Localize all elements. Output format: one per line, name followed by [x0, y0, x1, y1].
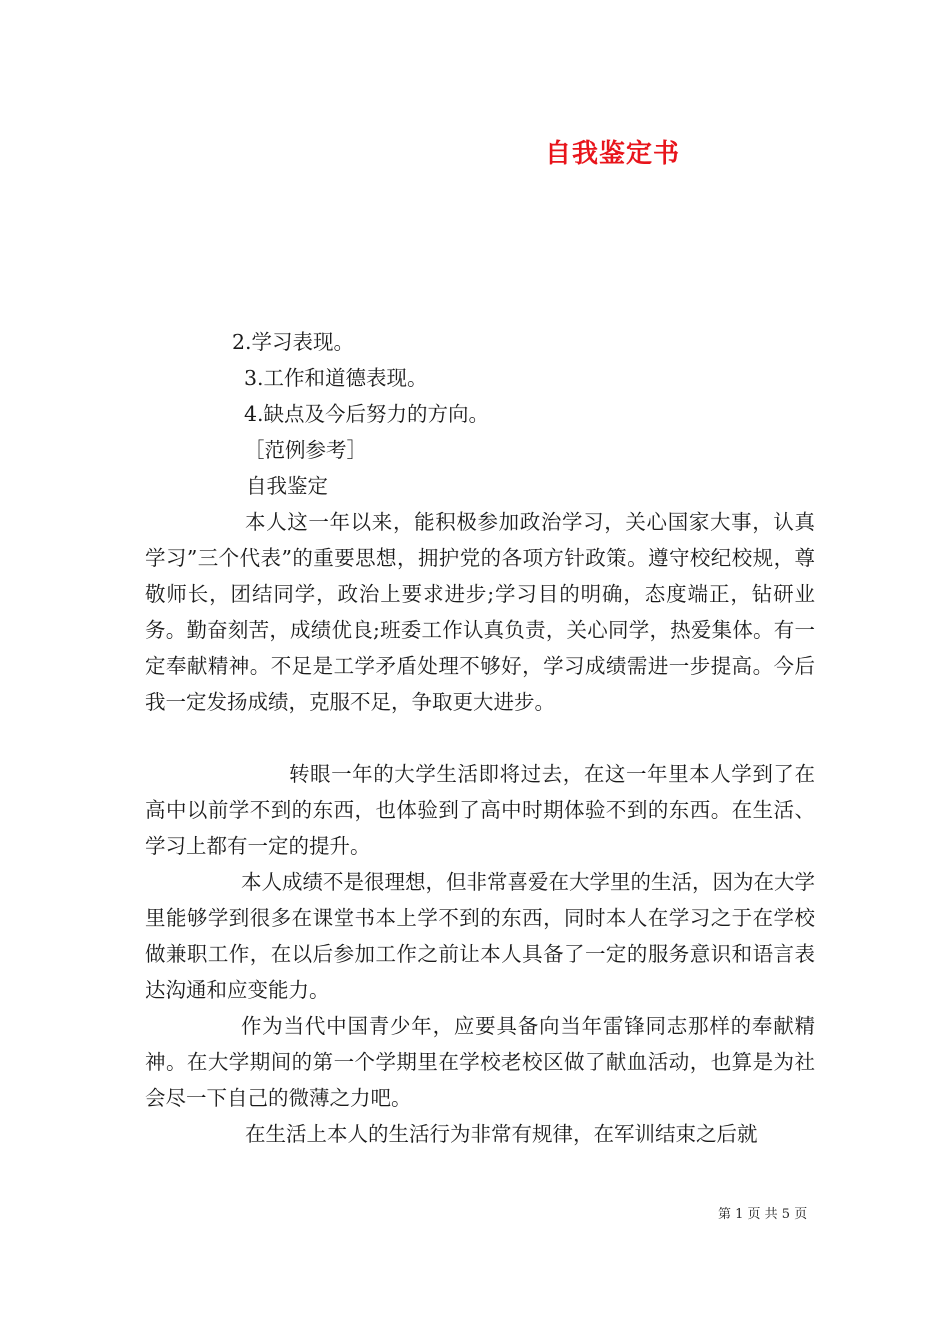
document-title: 自我鉴定书 — [545, 139, 681, 169]
example-label: ［范例参考］ — [244, 438, 367, 462]
body-paragraph-5: 在生活上本人的生活行为非常有规律，在军训结束之后就 — [245, 1122, 758, 1146]
body-paragraph-2: 转眼一年的大学生活即将过去，在这一年里本人学到了在高中以前学不到的东西，也体验到了高中时期体验不到的东西。在生活、学习上都有一定的提升。 — [145, 762, 815, 858]
body-paragraph-1: 本人这一年以来，能积极参加政治学习，关心国家大事，认真学习”三个代表”的重要思想，拥护党的各项方针政策。遵守校纪校规，尊敬师长，团结同学，政治上要求进步;学习目的明确，态度端正，钻研业务。勤奋刻苦，成绩优良;班委工作认真负责，关心同学，热爱集体。有一定奉献精神。不足是工学矛盾处理不够好，学习成绩需进一步提高。今后我一定发扬成绩，克服不足，争取更大进步。 — [145, 510, 815, 714]
outline-item-4: 4.缺点及今后努力的方向。 — [244, 402, 490, 426]
body-paragraph-3: 本人成绩不是很理想，但非常喜爱在大学里的生活，因为在大学里能够学到很多在课堂书本上学不到的东西，同时本人在学习之于在学校做兼职工作，在以后参加工作之前让本人具备了一定的服务意识和语言表达沟通和应变能力。 — [145, 870, 815, 1002]
section-heading: 自我鉴定 — [246, 474, 328, 498]
page-indicator: 第 1 页 共 5 页 — [718, 1207, 808, 1222]
outline-item-3: 3.工作和道德表现。 — [244, 366, 428, 390]
outline-item-2: 2.学习表现。 — [232, 330, 355, 354]
body-paragraph-4: 作为当代中国青少年，应要具备向当年雷锋同志那样的奉献精神。在大学期间的第一个学期里在学校老校区做了献血活动，也算是为社会尽一下自己的微薄之力吧。 — [145, 1014, 815, 1110]
